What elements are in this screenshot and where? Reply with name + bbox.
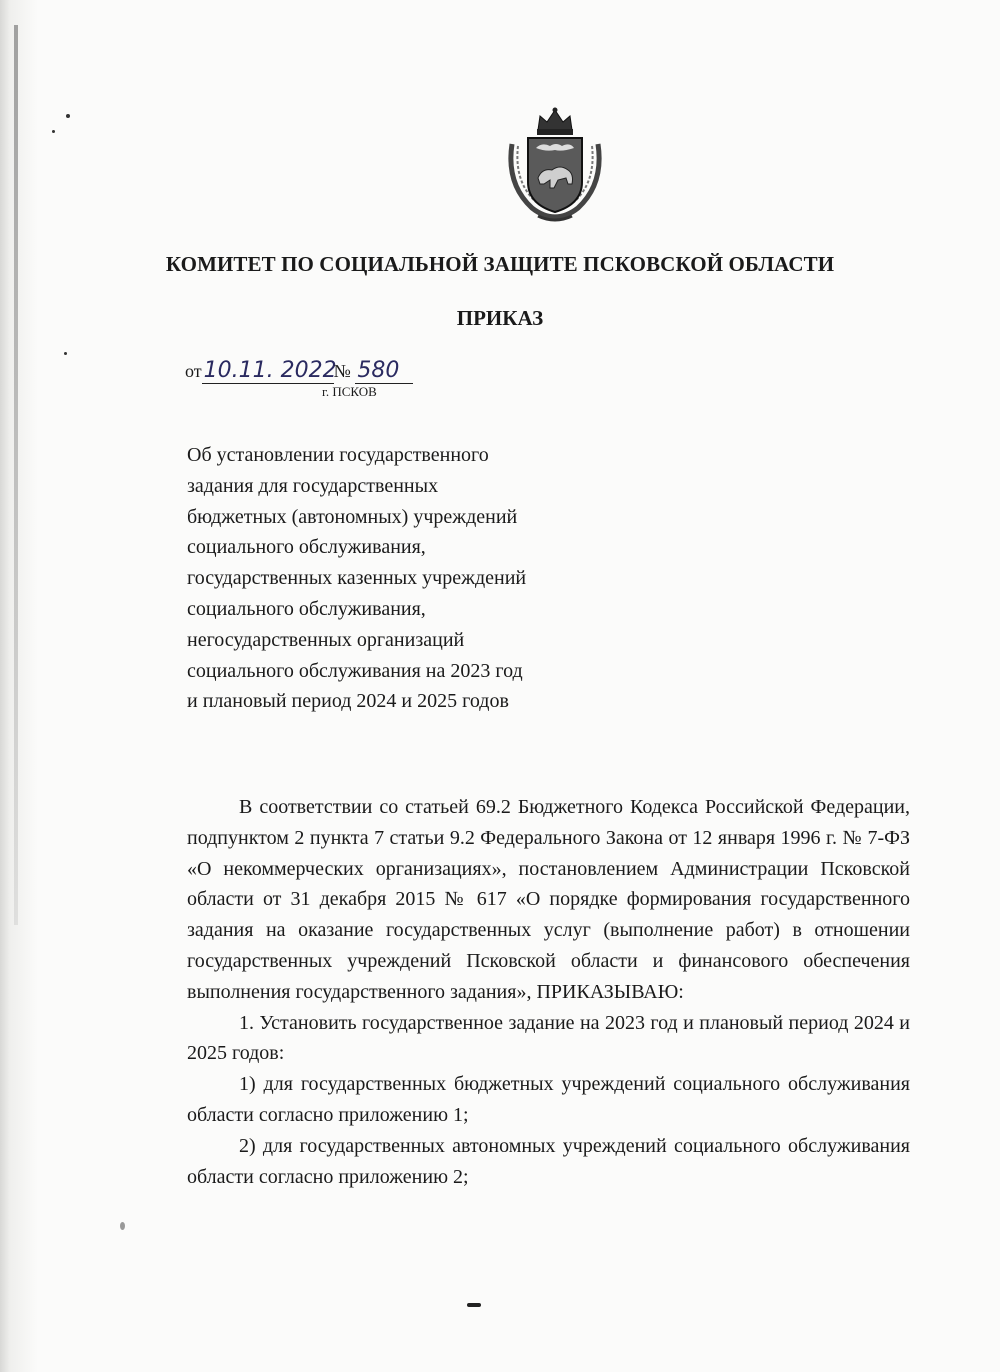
- preamble-paragraph: В соответствии со статьей 69.2 Бюджетного Кодекса Российской Федерации, подпунктом 2 пункта 7 статьи 9.2 Федерального Закона от 12 января 1996 г. № 7-ФЗ «О некоммерческих организациях», постановлением Администрации Псковской области от 31 декабря 2015 № 617 «О порядке формирования государственного задания на оказание государственных услуг (выполнение работ) в отношении государственных учреждений Псковской области и финансового обеспечения выполнения государственного задания», ПРИКАЗЫВАЮ:: [187, 796, 910, 1003]
- committee-heading: КОМИТЕТ ПО СОЦИАЛЬНОЙ ЗАЩИТЕ ПСКОВСКОЙ ОБЛАСТИ: [165, 252, 835, 276]
- subject-line: социального обслуживания на 2023 год: [187, 659, 523, 682]
- scan-speck: [64, 352, 67, 355]
- scan-speck: [66, 114, 70, 118]
- scan-speck: [467, 1303, 481, 1307]
- scan-binding-streak: [14, 25, 18, 925]
- subject-line: и плановый период 2024 и 2025 годов: [187, 690, 509, 713]
- number-label: №: [333, 361, 351, 381]
- order-number-field: [355, 358, 413, 384]
- subitem-2-paragraph: 2) для государственных автономных учреждений социального обслуживания области согласно приложению 2;: [187, 1134, 910, 1188]
- order-date-field: [202, 358, 337, 384]
- scan-edge-shadow: [0, 0, 38, 1372]
- scan-speck: [52, 130, 55, 133]
- subitem-1-paragraph: 1) для государственных бюджетных учреждений социального обслуживания области согласно приложению 1;: [187, 1073, 910, 1126]
- city-label: г. ПСКОВ: [322, 384, 377, 399]
- order-title: ПРИКАЗ: [456, 306, 544, 330]
- subject-line: негосударственных организаций: [187, 628, 465, 651]
- from-label: от: [185, 361, 202, 381]
- subject-line: социального обслуживания,: [187, 536, 426, 559]
- subject-line: социального обслуживания,: [187, 597, 426, 620]
- subject-line: задания для государственных: [187, 474, 439, 497]
- subject-line: бюджетных (автономных) учреждений: [187, 505, 518, 528]
- order-subject: [187, 440, 617, 717]
- handwritten-number: 580: [357, 358, 400, 383]
- handwritten-date: 10.11. 2022: [203, 358, 337, 383]
- pskov-coat-of-arms-emblem: [502, 104, 608, 228]
- scan-speck: [120, 1222, 125, 1230]
- subject-line: Об установлении государственного: [187, 444, 489, 466]
- order-body: [187, 792, 910, 1192]
- order-date-number-line: [185, 358, 413, 384]
- subject-line: государственных казенных учреждений: [187, 567, 527, 590]
- item-1-paragraph: 1. Установить государственное задание на 2023 год и плановый период 2024 и 2025 годов:: [187, 1011, 910, 1065]
